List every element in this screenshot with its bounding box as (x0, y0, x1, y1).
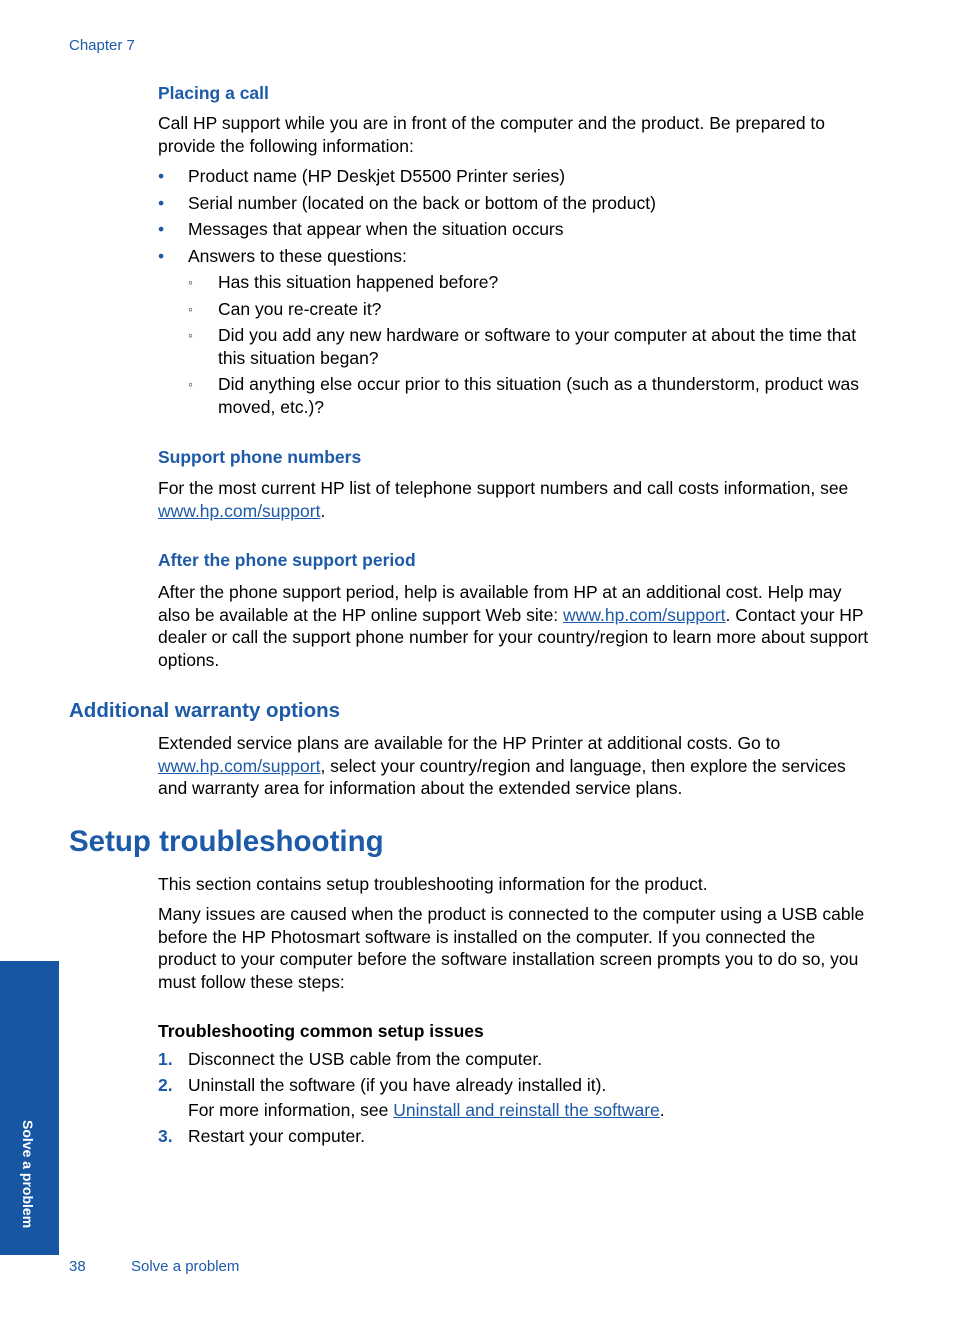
footer-section: Solve a problem (131, 1258, 240, 1275)
support-numbers-heading: Support phone numbers (158, 447, 362, 467)
bullet-icon: • (158, 219, 165, 239)
circle-bullet-icon: ◦ (188, 327, 193, 343)
setup-heading: Setup troubleshooting (69, 825, 384, 858)
after-period-text: After the phone support period, help is available from HP at an additional cost. Help may also be available at the HP online support Web site: www.hp.com/support. Contact your HP dealer or call the support phone number for your country/region to learn more about support options. (158, 582, 869, 670)
bullet-icon: • (158, 193, 165, 213)
bullet-icon: • (158, 246, 165, 266)
page-number: 38 (69, 1258, 86, 1275)
after-period-heading: After the phone support period (158, 550, 416, 570)
warranty-heading: Additional warranty options (69, 699, 341, 722)
placing-call-intro: Call HP support while you are in front of the computer and the product. Be prepared to provide the following information: (158, 113, 826, 156)
setup-intro: This section contains setup troubleshooting information for the product. (158, 874, 708, 894)
circle-bullet-icon: ◦ (188, 376, 193, 392)
uninstall-link[interactable]: Uninstall and reinstall the software (393, 1100, 660, 1120)
setup-description: Many issues are caused when the product is connected to the computer using a USB cable before the HP Photosmart software is installed on the computer. If you connected the product to your computer before the software installation screen prompts you to do so, you must follow these steps: (158, 904, 865, 992)
circle-bullet-icon: ◦ (188, 301, 193, 317)
support-link[interactable]: www.hp.com/support (158, 755, 321, 776)
placing-call-heading: Placing a call (158, 83, 269, 103)
setup-subheading: Troubleshooting common setup issues (158, 1021, 484, 1041)
support-link[interactable]: www.hp.com/support (563, 604, 726, 625)
circle-bullet-icon: ◦ (188, 274, 193, 290)
more-info-text: For more information, see Uninstall and reinstall the software. (188, 1100, 665, 1120)
bullet-icon: • (158, 166, 165, 186)
chapter-label: Chapter 7 (69, 37, 135, 54)
warranty-text: Extended service plans are available for the HP Printer at additional costs. Go to www.hp.com/support, select your country/region and language, then explore the services and warranty area for information about the extended service plans. (158, 733, 846, 798)
support-numbers-text: For the most current HP list of telephone support numbers and call costs information, see www.hp.com/support. (158, 478, 849, 521)
side-tab-label: Solve a problem (20, 1120, 36, 1229)
support-link[interactable]: www.hp.com/support (158, 500, 321, 521)
